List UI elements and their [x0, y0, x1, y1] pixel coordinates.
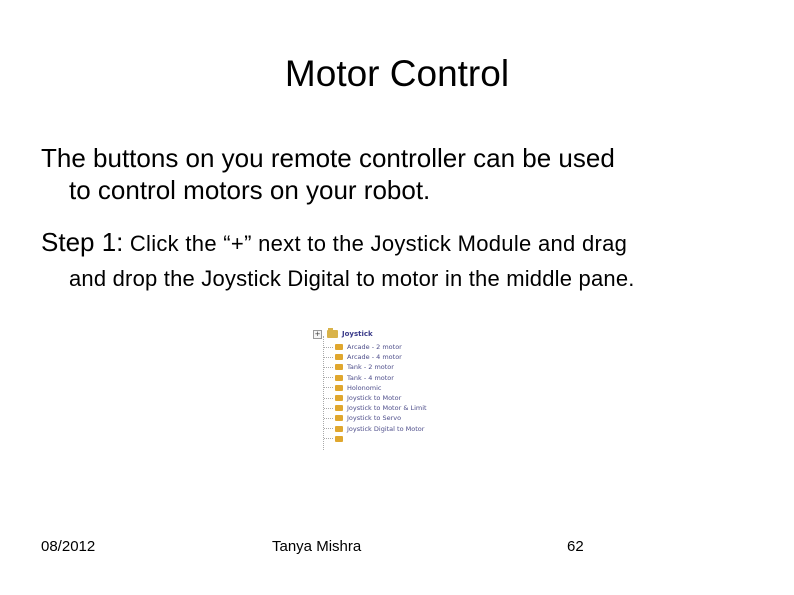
- block-icon: [335, 354, 343, 360]
- intro-paragraph: [41, 142, 771, 206]
- step-label: Step 1:: [41, 227, 124, 257]
- joystick-tree-screenshot: [313, 322, 455, 450]
- tree-item[interactable]: Arcade - 4 motor: [324, 352, 427, 362]
- block-icon: [335, 426, 343, 432]
- tree-root[interactable]: [313, 328, 373, 340]
- block-icon: [335, 344, 343, 350]
- tree-items: [324, 342, 427, 444]
- slide-title: Motor Control: [284, 53, 510, 94]
- block-icon: [335, 405, 343, 411]
- block-icon: [335, 395, 343, 401]
- step-text: Click the “+” next to the Joystick Module and drag: [123, 231, 628, 256]
- tree-item[interactable]: Holonomic: [324, 383, 427, 393]
- expand-icon[interactable]: +: [314, 329, 321, 338]
- step-paragraph: [41, 227, 781, 292]
- tree-item[interactable]: Joystick to Servo: [324, 413, 427, 423]
- intro-line-1: The buttons on you remote controller can be used: [41, 143, 615, 173]
- block-icon: [335, 436, 343, 442]
- folder-icon: [327, 330, 338, 338]
- tree-item[interactable]: Joystick to Motor & Limit: [324, 403, 427, 413]
- block-icon: [335, 375, 343, 381]
- tree-item[interactable]: Tank - 2 motor: [324, 362, 427, 372]
- tree-root-label: Joystick: [342, 330, 373, 338]
- block-icon: [335, 415, 343, 421]
- tree-item[interactable]: Joystick Digital to Motor: [324, 424, 427, 434]
- footer-page-number: 62: [567, 538, 584, 555]
- tree-item-cut[interactable]: [324, 434, 427, 444]
- footer-date: 08/2012: [41, 538, 96, 555]
- tree-item[interactable]: Tank - 4 motor: [324, 373, 427, 383]
- block-icon: [335, 385, 343, 391]
- tree-item[interactable]: Arcade - 2 motor: [324, 342, 427, 352]
- step-line-2: and drop the Joystick Digital to motor in the middle pane.: [69, 266, 635, 291]
- intro-line-2: to control motors on your robot.: [69, 175, 431, 205]
- footer-author: Tanya Mishra: [272, 538, 362, 555]
- tree-item[interactable]: Joystick to Motor: [324, 393, 427, 403]
- block-icon: [335, 364, 343, 370]
